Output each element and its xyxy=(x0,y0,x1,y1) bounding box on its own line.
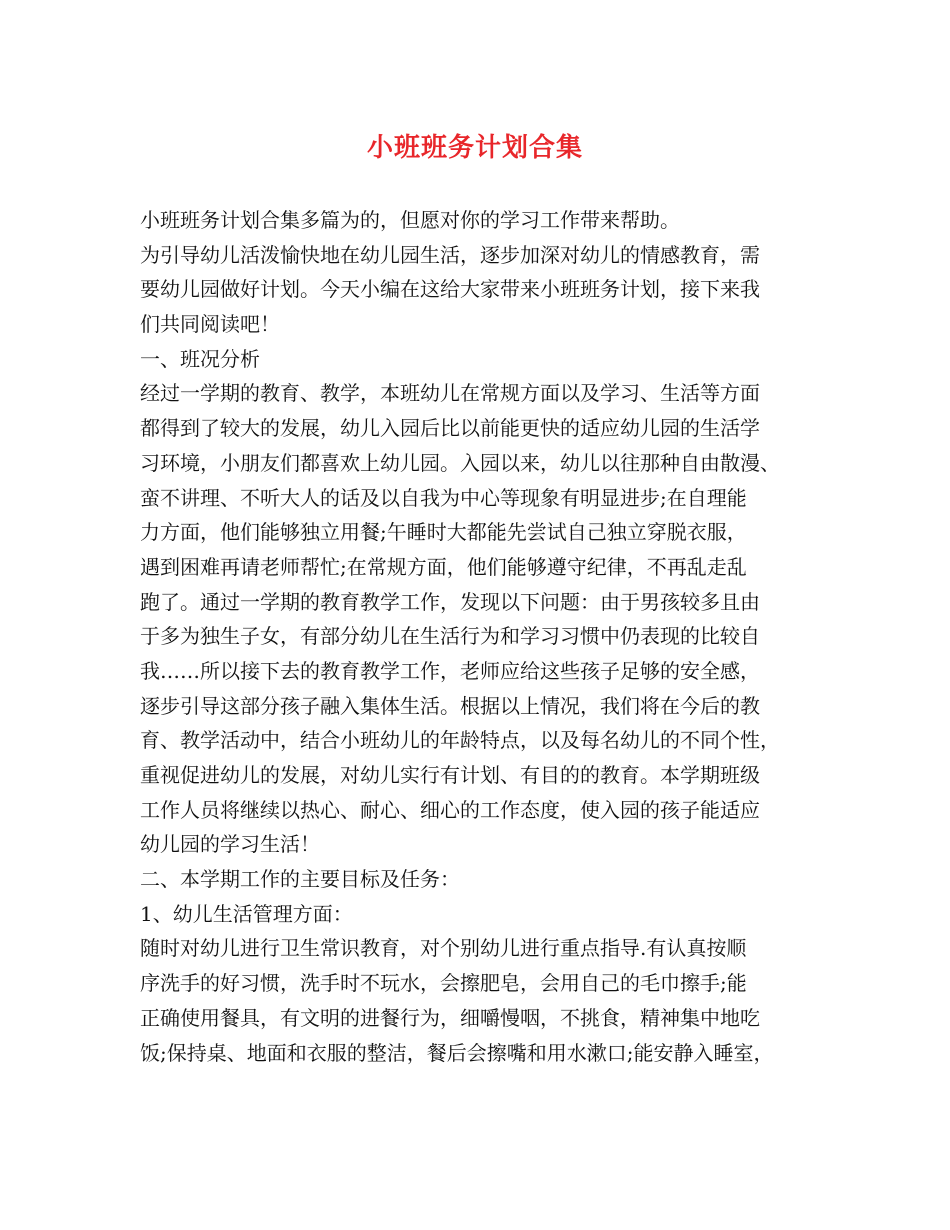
text-line: 随时对幼儿进行卫生常识教育，对个别幼儿进行重点指导.有认真按顺 xyxy=(140,936,747,961)
text-line: 跑了。通过一学期的教育教学工作，发现以下问题：由于男孩较多且由 xyxy=(140,589,760,614)
text-line: 幼儿园的学习生活！ xyxy=(140,832,320,857)
text-line: 习环境，小朋友们都喜欢上幼儿园。入园以来，幼儿以往那种自由散漫、 xyxy=(140,450,780,475)
section-heading: 二、本学期工作的主要目标及任务： xyxy=(140,867,460,892)
text-line: 经过一学期的教育、教学，本班幼儿在常规方面以及学习、生活等方面 xyxy=(140,381,760,406)
text-line: 逐步引导这部分孩子融入集体生活。根据以上情况，我们将在今后的教 xyxy=(140,693,760,718)
text-line: 为引导幼儿活泼愉快地在幼儿园生活，逐步加深对幼儿的情感教育，需 xyxy=(140,242,760,267)
text-line: 我……所以接下去的教育教学工作，老师应给这些孩子足够的安全感， xyxy=(140,658,760,683)
text-line: 正确使用餐具，有文明的进餐行为，细嚼慢咽，不挑食，精神集中地吃 xyxy=(140,1005,760,1030)
text-line: 力方面，他们能够独立用餐;午睡时大都能先尝试自己独立穿脱衣服， xyxy=(140,520,747,545)
subsection-heading: 1、幼儿生活管理方面： xyxy=(140,901,353,926)
text-line: 育、教学活动中，结合小班幼儿的年龄特点，以及每名幼儿的不同个性， xyxy=(140,728,780,753)
document-body xyxy=(140,203,820,1070)
text-line: 重视促进幼儿的发展，对幼儿实行有计划、有目的的教育。本学期班级 xyxy=(140,763,760,787)
text-line: 于多为独生子女，有部分幼儿在生活行为和学习习惯中仍表现的比较自 xyxy=(140,624,760,649)
text-line: 们共同阅读吧！ xyxy=(140,312,280,337)
text-line: 都得到了较大的发展，幼儿入园后比以前能更快的适应幼儿园的生活学 xyxy=(140,416,760,441)
section-heading: 一、班况分析 xyxy=(140,346,260,371)
text-line: 遇到困难再请老师帮忙;在常规方面，他们能够遵守纪律，不再乱走乱 xyxy=(140,554,747,579)
text-line: 小班班务计划合集多篇为的，但愿对你的学习工作带来帮助。 xyxy=(140,208,680,232)
text-line: 要幼儿园做好计划。今天小编在这给大家带来小班班务计划，接下来我 xyxy=(140,277,760,302)
text-line: 蛮不讲理、不听大人的话及以自我为中心等现象有明显进步;在自理能 xyxy=(140,485,747,510)
document-title: 小班班务计划合集 xyxy=(366,133,583,163)
text-line: 序洗手的好习惯，洗手时不玩水，会擦肥皂，会用自己的毛巾擦手;能 xyxy=(140,971,747,996)
text-line: 工作人员将继续以热心、耐心、细心的工作态度，使入园的孩子能适应 xyxy=(140,797,760,822)
text-line: 饭;保持桌、地面和衣服的整洁，餐后会擦嘴和用水漱口;能安静入睡室， xyxy=(140,1040,774,1065)
